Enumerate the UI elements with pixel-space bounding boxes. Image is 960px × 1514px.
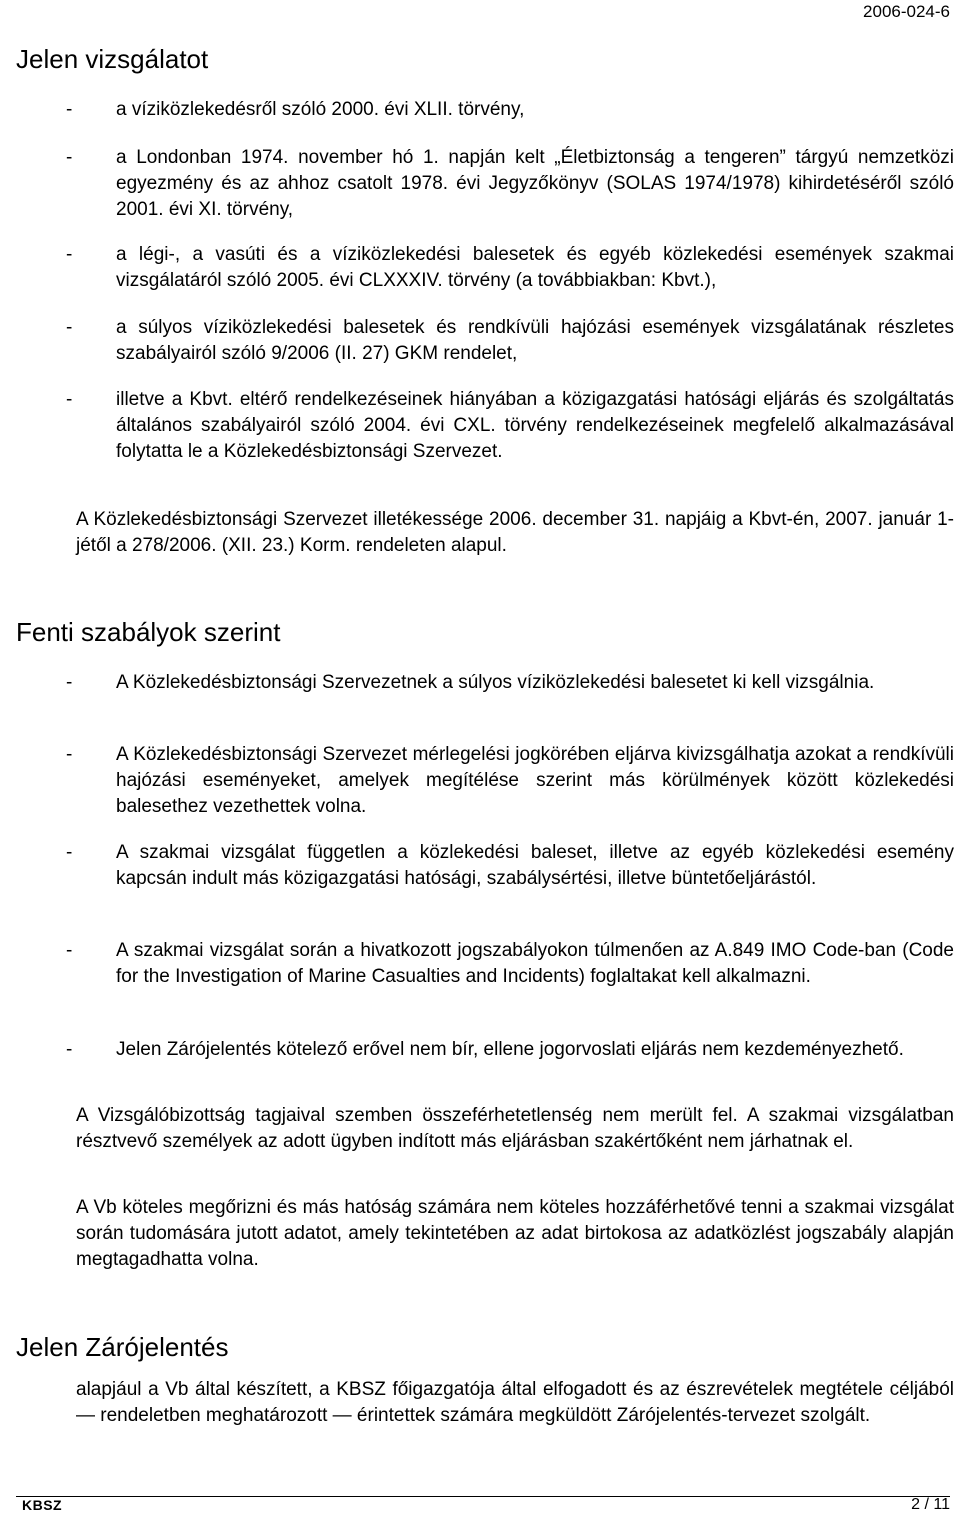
list-dash: - [66, 744, 73, 765]
list-item: - illetve a Kbvt. eltérő rendelkezéseinek hiányában a közigazgatási hatósági eljárás és szolgáltatás általános szabályairól szóló 2004. évi CXL. törvény rendelkezéseinek megfelelő alkalmazásával folytatta le a Közlekedésbiztonsági Szervezet. [66, 389, 954, 462]
list-dash: - [66, 244, 73, 265]
list-dash: - [66, 1039, 73, 1060]
paragraph-vizsgalobizottsag: A Vizsgálóbizottság tagjaival szemben összeférhetetlenség nem merült fel. A szakmai vizsgálatban résztvevő személyek az adott ügyben indított más eljárásban szakértőként nem járhatnak el. [76, 1105, 954, 1152]
list-item: - Jelen Zárójelentés kötelező erővel nem bír, ellene jogorvoslati eljárás nem kezdeményezhető. [66, 1037, 954, 1063]
section-title-fenti-szabalyok: Fenti szabályok szerint [16, 617, 281, 647]
page-number: 2 / 11 [911, 1496, 950, 1513]
list-dash: - [66, 672, 73, 693]
section-title-jelen-vizsgalatot: Jelen vizsgálatot [16, 44, 209, 74]
list-dash: - [66, 317, 73, 338]
list-dash: - [66, 99, 73, 120]
section-title-jelen-zarojelentes: Jelen Zárójelentés [16, 1332, 229, 1362]
list-item: - A Közlekedésbiztonsági Szervezet mérlegelési jogkörében eljárva kivizsgálhatja azokat a rendkívüli hajózási eseményeket, amelyek megítélése szerint más körülmények között közlekedési balesethez vezethettek volna. [66, 744, 954, 817]
list-item: - A Közlekedésbiztonsági Szervezetnek a súlyos víziközlekedési balesetet ki kell vizsgálnia. [66, 670, 954, 696]
footer-divider [16, 1496, 950, 1497]
list-dash: - [66, 147, 73, 168]
list-dash: - [66, 389, 73, 410]
kbsz-logo: KBSZ [22, 1497, 63, 1513]
paragraph-vb-koteles: A Vb köteles megőrizni és más hatóság számára nem köteles hozzáférhetővé tenni a szakmai vizsgálat során tudomására jutott adatot, amely tekintetében az adat birtokosa az adatközlést jogszabály alapján megtagadhatta volna. [76, 1197, 954, 1270]
list-dash: - [66, 842, 73, 863]
paragraph-zarojelentes: alapjául a Vb által készített, a KBSZ főigazgatója által elfogadott és az észrevételek megtétele céljából — rendeletben meghatározott — érintettek számára megküldött Zárójelentés-tervezet szolgált. [76, 1379, 954, 1426]
paragraph-illetekesseg: A Közlekedésbiztonsági Szervezet illetékessége 2006. december 31. napjáig a Kbvt-én, 2007. január 1-jétől a 278/2006. (XII. 23.) Korm. rendeleten alapul. [76, 509, 954, 556]
list-item: - a víziközlekedésről szóló 2000. évi XLII. törvény, [66, 97, 954, 123]
document-id: 2006-024-6 [863, 2, 950, 21]
list-item: - A szakmai vizsgálat független a közlekedési baleset, illetve az egyéb közlekedési esemény kapcsán indult más közigazgatási hatósági, szabálysértési, illetve büntetőeljárástól. [66, 842, 954, 889]
list-item: - a légi-, a vasúti és a víziközlekedési balesetek és egyéb közlekedési események szakmai vizsgálatáról szóló 2005. évi CLXXXIV. törvény (a továbbiakban: Kbvt.), [66, 244, 954, 291]
list-dash: - [66, 940, 73, 961]
list-item: - a Londonban 1974. november hó 1. napján kelt „Életbiztonság a tengeren” tárgyú nemzetközi egyezmény és az ahhoz csatolt 1978. évi Jegyzőkönyv (SOLAS 1974/1978) kihirdetéséről szóló 2001. évi XI. törvény, [66, 147, 954, 220]
list-item: - A szakmai vizsgálat során a hivatkozott jogszabályokon túlmenően az A.849 IMO Code-ban (Code for the Investigation of Marine Casualties and Incidents) foglaltakat kell alkalmazni. [66, 940, 954, 987]
list-item: - a súlyos víziközlekedési balesetek és rendkívüli hajózási események vizsgálatának részletes szabályairól szóló 9/2006 (II. 27) GKM rendelet, [66, 317, 954, 364]
